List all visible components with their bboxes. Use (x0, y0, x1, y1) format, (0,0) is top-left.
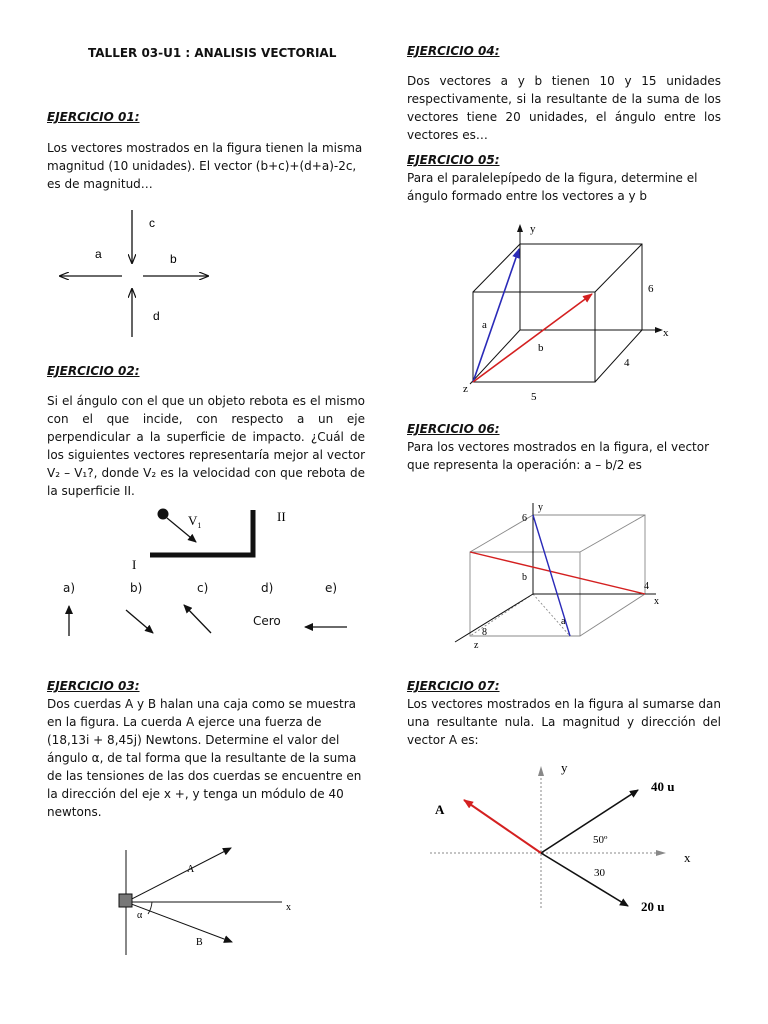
label-z: z (463, 383, 468, 395)
label-8: 8 (482, 627, 487, 638)
vector-40u (541, 790, 638, 853)
label-a: A (187, 864, 195, 875)
label-x: x (286, 902, 291, 913)
page-title: TALLER 03-U1 : ANALISIS VECTORIAL (88, 46, 337, 60)
ex02-heading: EJERCICIO 02: (47, 364, 140, 378)
label-6: 6 (522, 513, 527, 524)
label-b: b (522, 572, 527, 583)
ex07-heading: EJERCICIO 07: (407, 679, 500, 693)
ex01-heading: EJERCICIO 01: (47, 110, 140, 124)
label-b: b (538, 342, 544, 354)
option-c-label: c) (197, 581, 209, 595)
option-d-label: d) (261, 581, 274, 595)
label-y: y (561, 760, 568, 775)
vector-20u (541, 853, 628, 906)
label-surface-i: I (132, 557, 137, 572)
label-20u: 20 u (641, 899, 665, 914)
label-50: 50º (593, 834, 608, 846)
label-v1: $V_1$ (188, 513, 202, 530)
label-4: 4 (624, 357, 630, 369)
label-b: B (196, 937, 203, 948)
ex04-text: Dos vectores a y b tienen 10 y 15 unidades respectivamente, si la resultante de la suma de los vectores tiene 20 unidades, el ángulo entre los vectores es… (407, 74, 721, 142)
option-a-label: a) (63, 581, 76, 595)
label-a: A (435, 802, 445, 817)
label-z: z (474, 640, 479, 651)
label-30: 30 (594, 867, 605, 879)
vector-a (464, 800, 541, 853)
label-40u: 40 u (651, 779, 675, 794)
option-b-label: b) (130, 581, 143, 595)
label-x: x (663, 327, 669, 339)
label-surface-ii: II (277, 509, 286, 524)
label-d: d (153, 309, 160, 323)
ex06-text: Para los vectores mostrados en la figura, el vector que representa la operación: a – b/2 es (407, 440, 710, 472)
label-a: a (561, 616, 566, 627)
label-4: 4 (644, 581, 649, 592)
ex03-heading: EJERCICIO 03: (47, 679, 140, 693)
label-a: a (482, 319, 487, 331)
ex01-text: Los vectores mostrados en la figura tienen la misma magnitud (10 unidades). El vector (b+c)+(d+a)-2c, es de magnitud… (47, 141, 363, 191)
label-6: 6 (648, 283, 654, 295)
ex03-text: Dos cuerdas A y B halan una caja como se muestra en la figura. La cuerda A ejerce una fuerza de (18,13i + 8,45j) Newtons. Determine el valor del ángulo α, de tal forma que la resultante de la suma de las tensiones de las dos cuerdas se encuentre en la dirección del eje x +, y tenga un módulo de 40 newtons. (47, 697, 362, 819)
label-b: b (170, 252, 177, 266)
label-a: a (95, 247, 102, 261)
option-e-label: e) (325, 581, 338, 595)
ex07-text: Los vectores mostrados en la figura al sumarse dan una resultante nula. La magnitud y dirección del vector A es: (407, 697, 721, 747)
label-x: x (684, 850, 691, 865)
ex06-heading: EJERCICIO 06: (407, 422, 500, 436)
label-5: 5 (531, 391, 537, 403)
ex05-heading: EJERCICIO 05: (407, 153, 500, 167)
label-y: y (538, 502, 543, 513)
label-y: y (530, 223, 536, 235)
ex04-heading: EJERCICIO 04: (407, 44, 500, 58)
label-x: x (654, 596, 659, 607)
option-d-cero: Cero (253, 614, 281, 628)
label-c: c (149, 216, 155, 230)
label-alpha: α (137, 910, 143, 921)
ex02-text: Si el ángulo con el que un objeto rebota es el mismo con el que incide, con respecto a un eje perpendicular a la superficie de impacto. ¿Cuál de los siguientes vectores representaría mejor al vector V₂ – V₁?, donde V₂ es la velocidad con que rebota de la superficie II. (47, 394, 365, 498)
ex05-text: Para el paralelepípedo de la figura, determine el ángulo formado entre los vectores a y b (407, 171, 698, 203)
